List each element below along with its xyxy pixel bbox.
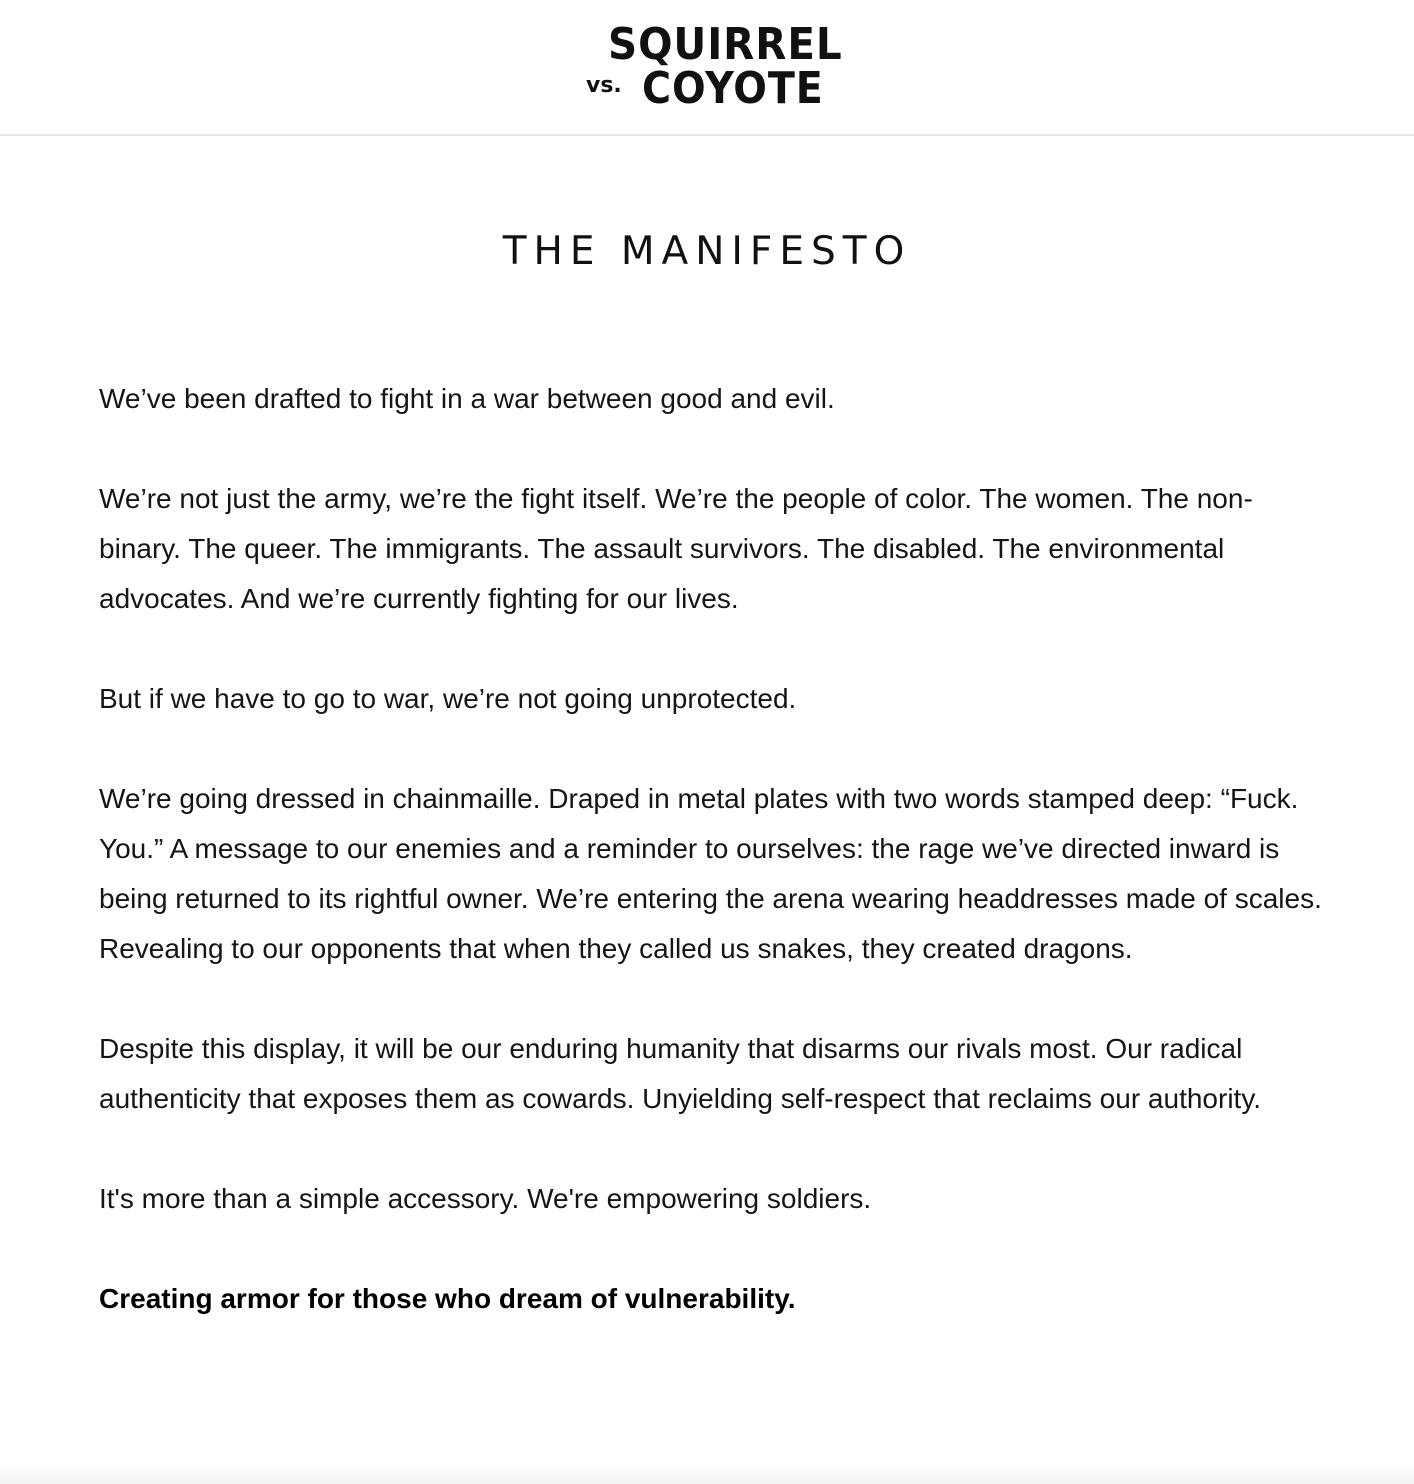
page-title: THE MANIFESTO bbox=[502, 229, 912, 274]
manifesto-paragraph: We’re going dressed in chainmaille. Draped in metal plates with two words stamped deep: “Fuck. You.” A message to our enemies and a reminder to ourselves: the rage we’ve directed inward is being returned to its rightful owner. We’re entering the arena wearing headdresses made of scales. Revealing to our opponents that when they called us snakes, they created dragons. bbox=[99, 783, 1322, 964]
site-logo[interactable] bbox=[584, 19, 848, 114]
logo-wordmark-squirrel: SQUIRREL bbox=[608, 19, 843, 70]
bottom-fade bbox=[0, 1462, 1414, 1484]
manifesto-paragraph: It's more than a simple accessory. We're empowering soldiers. bbox=[99, 1183, 872, 1214]
manifesto-paragraph: We’ve been drafted to fight in a war between good and evil. bbox=[99, 383, 835, 414]
logo-wordmark-coyote: COYOTE bbox=[642, 63, 824, 114]
manifesto-closing-statement: Creating armor for those who dream of vulnerability. bbox=[99, 1283, 796, 1314]
manifesto-paragraph: We’re not just the army, we’re the fight itself. We’re the people of color. The women. The non-binary. The queer. The immigrants. The assault survivors. The disabled. The environmental advocates. And we’re currently fighting for our lives. bbox=[99, 483, 1253, 614]
manifesto-paragraph: But if we have to go to war, we’re not going unprotected. bbox=[99, 683, 797, 714]
manifesto-body bbox=[99, 374, 1329, 1374]
logo-wordmark-vs: vs. bbox=[586, 73, 622, 98]
manifesto-paragraph: Despite this display, it will be our enduring humanity that disarms our rivals most. Our radical authenticity that exposes them as cowards. Unyielding self-respect that reclaims our authority. bbox=[99, 1033, 1262, 1114]
site-header bbox=[0, 0, 1414, 136]
